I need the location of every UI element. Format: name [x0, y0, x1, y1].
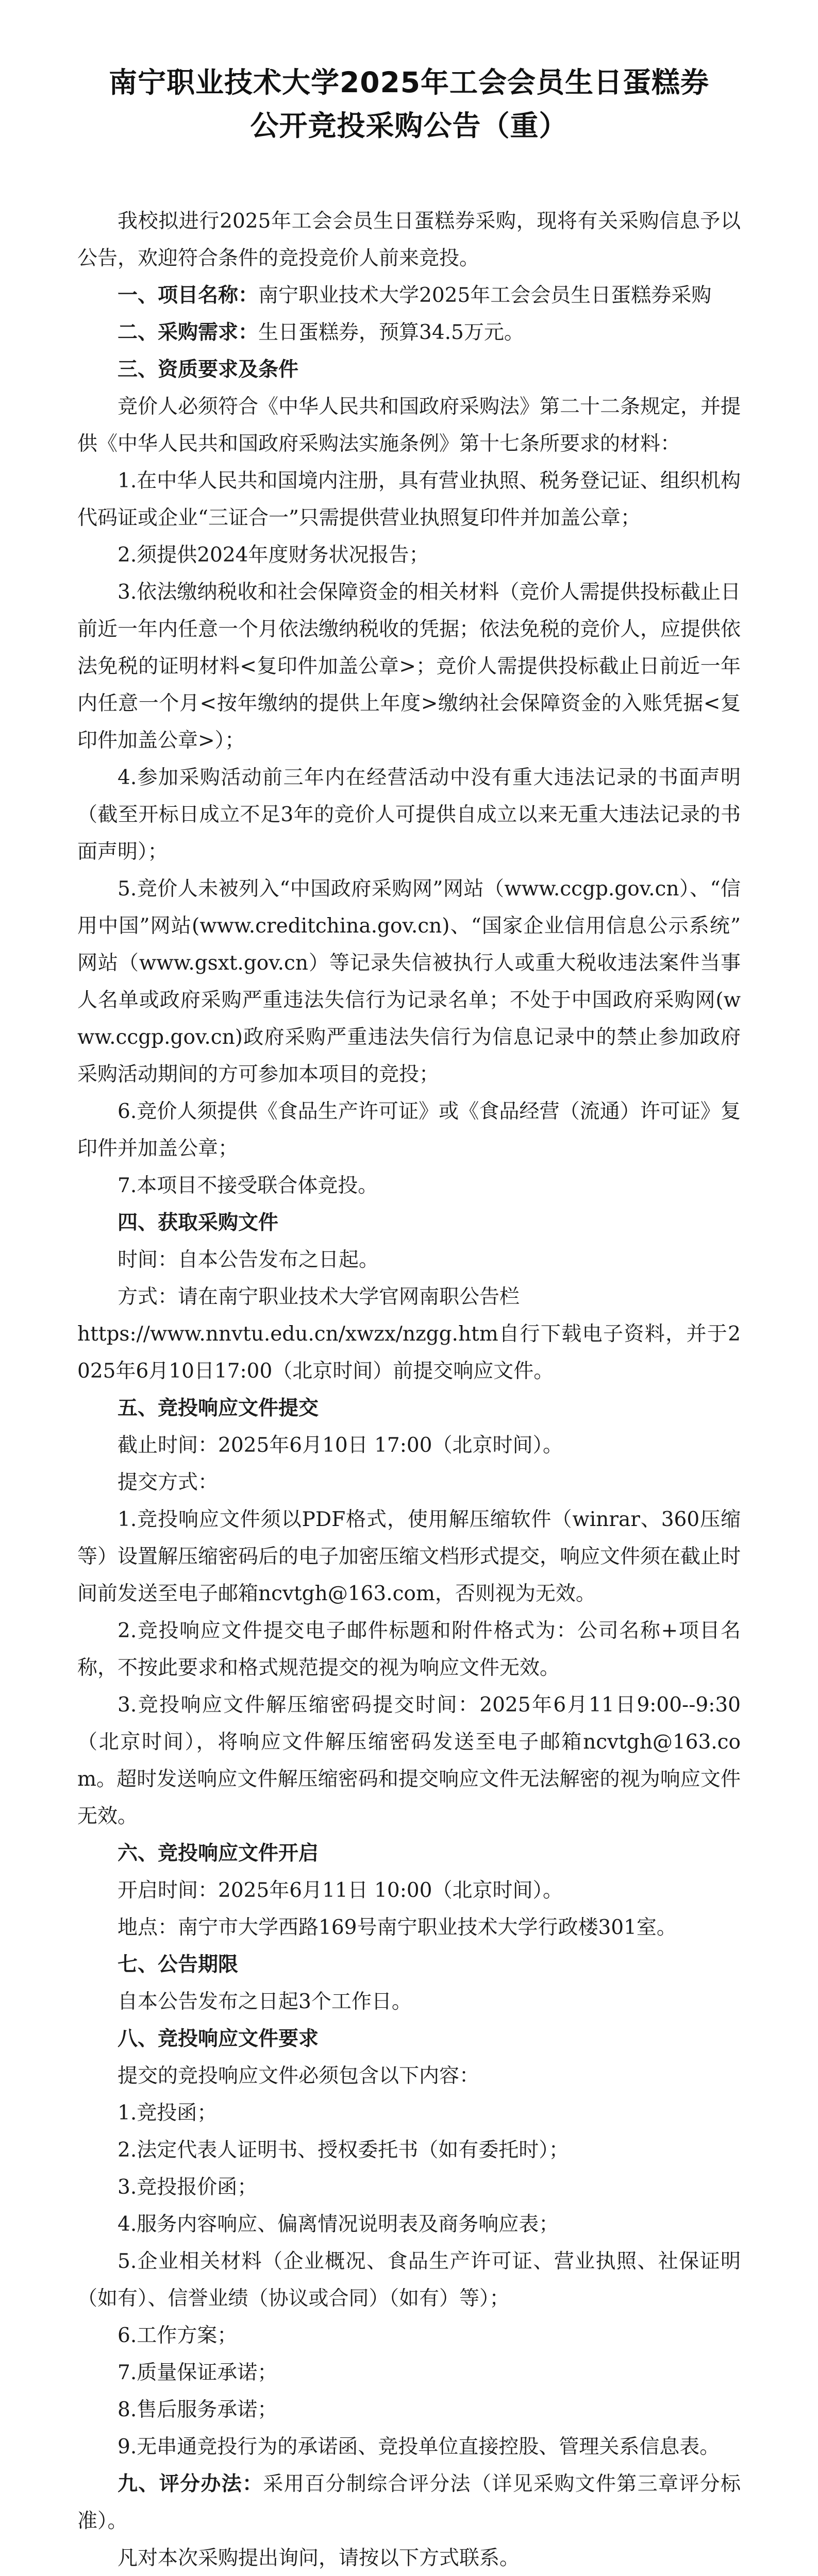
section-submission	[77, 1390, 741, 1427]
section-heading: 一、项目名称：	[118, 284, 259, 307]
contact-lead: 凡对本次采购提出询问，请按以下方式联系。	[118, 2547, 520, 2570]
qualification-paragraph: 竞价人必须符合《中华人民共和国政府采购法》第二十二条规定，并提供《中华人民共和国政府采购法实施条例》第十七条所要求的材料：	[77, 395, 741, 455]
section-heading: 五、竞投响应文件提交	[118, 1397, 319, 1420]
qualification-item: 2.须提供2024年度财务状况报告；	[118, 544, 429, 567]
section-heading: 九、评分办法：	[118, 2472, 263, 2496]
section-heading: 六、竞投响应文件开启	[118, 1842, 319, 1865]
submission-item: 3.竞投响应文件解压缩密码提交时间：2025年6月11日9:00--9:30（北京时间），将响应文件解压缩密码发送至电子邮箱ncvtgh@163.com。超时发送响应文件解压缩密码和提交响应文件无法解密的视为响应文件无效。	[77, 1693, 741, 1828]
requirement-item: 6.工作方案；	[118, 2324, 238, 2347]
requirement-item: 5.企业相关材料（企业概况、食品生产许可证、营业执照、社保证明（如有）、信誉业绩（协议或合同）（如有）等）；	[77, 2250, 741, 2310]
section-opening	[77, 1835, 741, 1872]
opening-time: 开启时间：2025年6月11日 10:00（北京时间）。	[118, 1879, 563, 1902]
qualification-item: 5.竞价人未被列入“中国政府采购网”网站（www.ccgp.gov.cn）、“信用中国”网站(www.creditchina.gov.cn)、“国家企业信用信息公示系统” 网站（www.gsxt.gov.cn）等记录失信被执行人或重大税收违法案件当事人名单或政府采购严重违法失信行为记录名单；不处于中国政府采购网(www.ccgp.gov.cn)政府采购严重违法失信行为信息记录中的禁止参加政府采购活动期间的方可参加本项目的竞投；	[77, 877, 741, 1086]
section-scoring	[77, 2466, 741, 2540]
section-text: 采用百分制综合评分法（详见采购文件第三章评分标准）。	[77, 2472, 741, 2533]
requirement-item: 7.质量保证承诺；	[118, 2361, 278, 2384]
section-procurement-need	[77, 314, 741, 351]
qualification-item: 4.参加采购活动前三年内在经营活动中没有重大违法记录的书面声明（截至开标日成立不足3年的竞价人可提供自成立以来无重大违法记录的书面声明）；	[77, 766, 741, 863]
section-heading: 四、获取采购文件	[118, 1211, 279, 1234]
section-qualification	[77, 351, 741, 388]
intro-paragraph: 我校拟进行2025年工会会员生日蛋糕券采购，现将有关采购信息予以公告，欢迎符合条件的竞投竞价人前来竞投。	[77, 210, 741, 270]
qualification-item: 6.竞价人须提供《食品生产许可证》或《食品经营（流通）许可证》复印件并加盖公章；	[77, 1100, 741, 1160]
section-heading: 三、资质要求及条件	[118, 358, 299, 381]
submission-way: 提交方式：	[118, 1471, 219, 1494]
requirement-item: 3.竞投报价函；	[118, 2176, 258, 2199]
download-url-line[interactable]: https://www.nnvtu.edu.cn/xwzx/nzgg.htm自行下载电子资料，并于2025年6月10日17:00（北京时间）前提交响应文件。	[77, 1323, 741, 1383]
requirement-item: 9.无串通竞投行为的承诺函、竞投单位直接控股、管理关系信息表。	[118, 2435, 720, 2459]
section-get-documents	[77, 1205, 741, 1242]
get-documents-method: 方式：请在南宁职业技术大学官网南职公告栏	[118, 1285, 520, 1309]
submission-item: 2.竞投响应文件提交电子邮件标题和附件格式为：公司名称+项目名称，不按此要求和格式规范提交的视为响应文件无效。	[77, 1619, 741, 1680]
requirement-item: 1.竞投函；	[118, 2102, 218, 2125]
title-line-1: 南宁职业技术大学2025年工会会员生日蛋糕券	[108, 66, 710, 99]
get-documents-time: 时间：自本公告发布之日起。	[118, 1248, 379, 1272]
section-text: 生日蛋糕券，预算34.5万元。	[258, 321, 524, 344]
requirements-lead: 提交的竞投响应文件必须包含以下内容：	[118, 2064, 480, 2088]
page-title	[77, 61, 741, 147]
requirement-item: 2.法定代表人证明书、授权委托书（如有委托时）；	[118, 2139, 569, 2162]
opening-place: 地点：南宁市大学西路169号南宁职业技术大学行政楼301室。	[118, 1916, 677, 1939]
section-document-requirements	[77, 2021, 741, 2058]
section-project-name	[77, 277, 741, 314]
notice-body	[77, 203, 741, 2576]
requirement-item: 8.售后服务承诺；	[118, 2398, 278, 2421]
requirement-item: 4.服务内容响应、偏离情况说明表及商务响应表；	[118, 2213, 559, 2236]
qualification-item: 1.在中华人民共和国境内注册，具有营业执照、税务登记证、组织机构代码证或企业“三证合一”只需提供营业执照复印件并加盖公章；	[77, 469, 741, 530]
notice-period-text: 自本公告发布之日起3个工作日。	[118, 1990, 412, 2013]
submission-deadline: 截止时间：2025年6月10日 17:00（北京时间）。	[118, 1434, 563, 1457]
qualification-item: 3.依法缴纳税收和社会保障资金的相关材料（竞价人需提供投标截止日前近一年内任意一个月依法缴纳税收的凭据；依法免税的竞价人，应提供依法免税的证明材料<复印件加盖公章>；竞价人需提供投标截止日前近一年内任意一个月<按年缴纳的提供上年度>缴纳社会保障资金的入账凭据<复印件加盖公章>）；	[77, 581, 741, 752]
qualification-item: 7.本项目不接受联合体竞投。	[118, 1174, 378, 1197]
title-line-2: 公开竞投采购公告（重）	[250, 109, 568, 142]
section-text: 南宁职业技术大学2025年工会会员生日蛋糕券采购	[258, 284, 712, 307]
section-heading: 八、竞投响应文件要求	[118, 2027, 319, 2050]
section-heading: 二、采购需求：	[118, 321, 259, 344]
section-heading: 七、公告期限	[118, 1953, 239, 1976]
submission-item: 1.竞投响应文件须以PDF格式，使用解压缩软件（winrar、360压缩等）设置解压缩密码后的电子加密压缩文档形式提交，响应文件须在截止时间前发送至电子邮箱ncvtgh@163.com，否则视为无效。	[77, 1508, 741, 1605]
section-notice-period	[77, 1946, 741, 1984]
